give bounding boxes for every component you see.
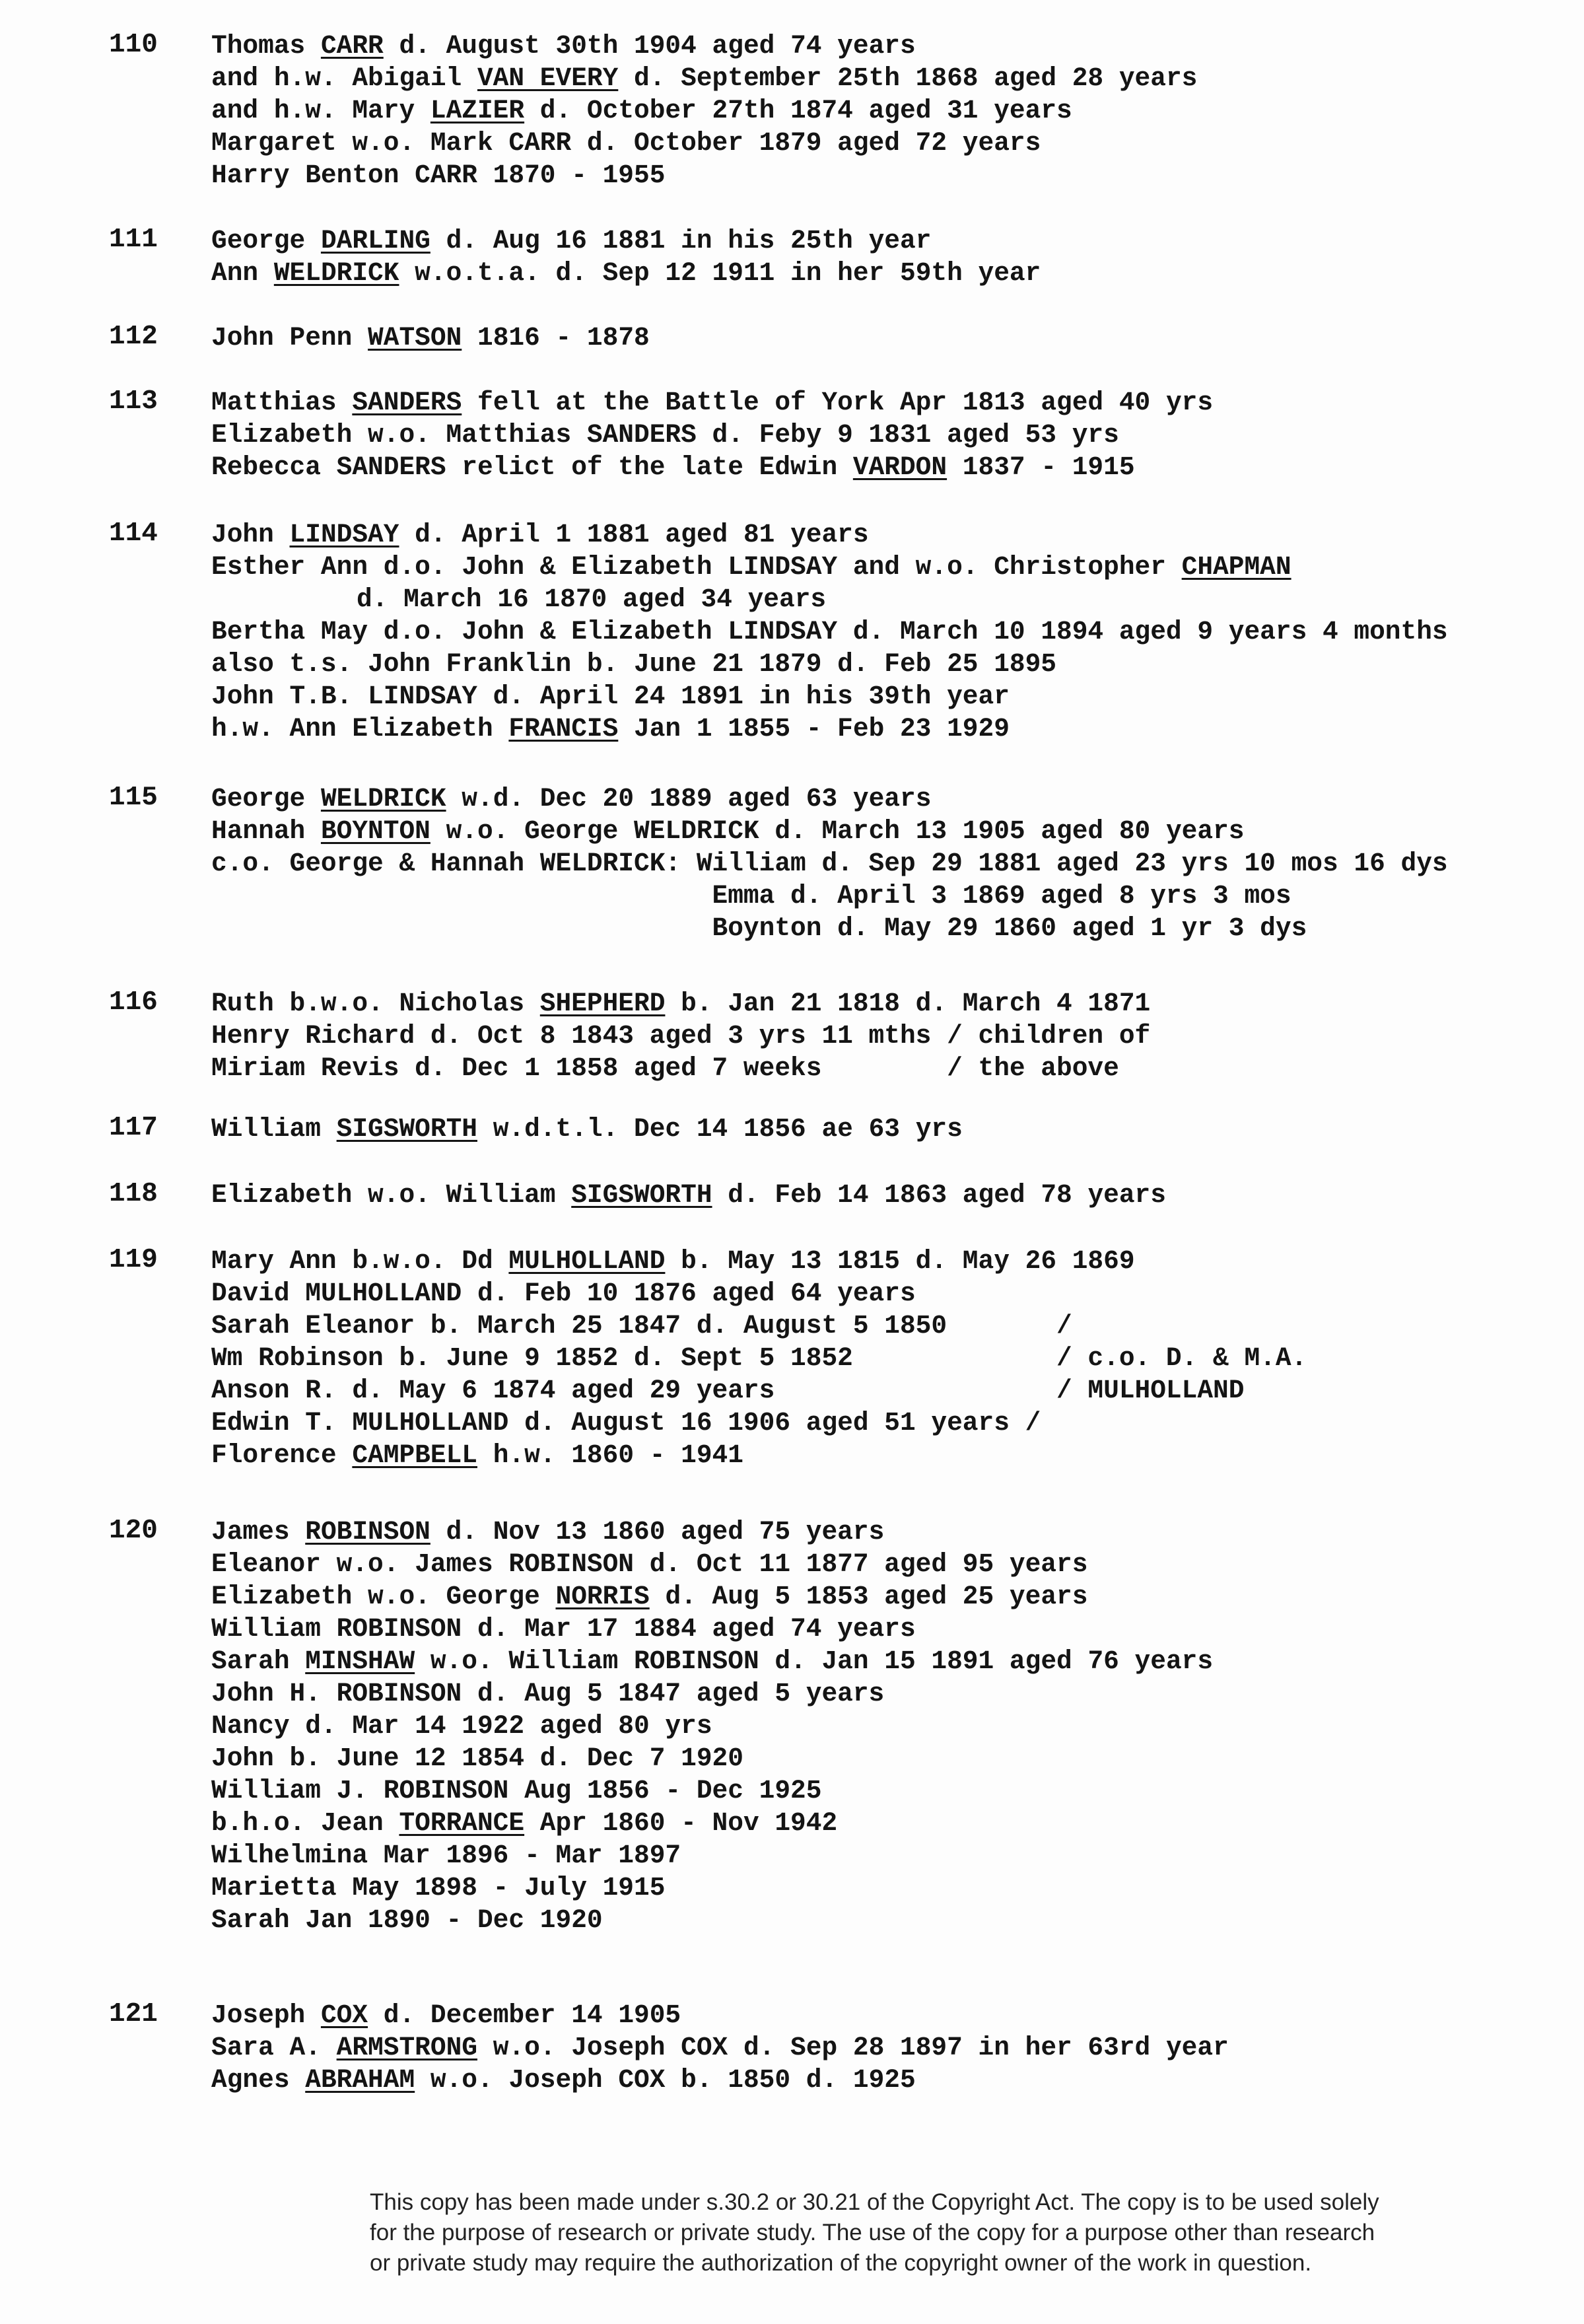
burial-line (211, 1374, 1307, 1407)
burial-line (211, 1179, 1166, 1211)
plot-number: 116 (109, 987, 158, 1018)
burial-line (211, 1407, 1307, 1439)
plot-number: 118 (109, 1179, 158, 1209)
line-text: c.o. George & Hannah WELDRICK: William d. Sep 29 1881 aged 23 yrs 10 mos 16 dys (211, 849, 1448, 878)
line-text: John Penn (211, 323, 368, 353)
line-text: w.o.t.a. d. Sep 12 1911 in her 59th year (399, 258, 1041, 288)
plot-number: 115 (109, 783, 158, 813)
burial-line (211, 551, 1448, 583)
line-text: Wilhelmina Mar 1896 - Mar 1897 (211, 1841, 681, 1870)
line-text: d. Nov 13 1860 aged 75 years (430, 1517, 885, 1547)
surname-underlined: VAN EVERY (477, 63, 619, 93)
surname-underlined: LINDSAY (289, 520, 399, 549)
line-text: Emma d. April 3 1869 aged 8 yrs 3 mos (211, 881, 1291, 911)
burial-line (211, 1310, 1307, 1342)
surname-underlined: VARDON (852, 452, 947, 482)
copyright-line: This copy has been made under s.30.2 or 30.21 of the Copyright Act. The copy is to be used solely (370, 2189, 1379, 2215)
line-text: Ann (211, 258, 274, 288)
plot-number: 111 (109, 225, 158, 255)
surname-underlined: NORRIS (555, 1582, 650, 1611)
burial-line (211, 94, 1197, 127)
burial-line (211, 1245, 1307, 1277)
burial-line (211, 127, 1197, 159)
burial-lines (211, 225, 1041, 289)
burial-line (211, 1613, 1213, 1645)
surname-underlined: DARLING (320, 226, 430, 256)
burial-line (211, 815, 1448, 847)
line-text: b. Jan 21 1818 d. March 4 1871 (665, 989, 1151, 1018)
surname-underlined: TORRANCE (399, 1808, 525, 1838)
burial-line (211, 1775, 1213, 1807)
burial-line (211, 30, 1197, 62)
line-text: w.d. Dec 20 1889 aged 63 years (446, 784, 932, 814)
line-text: w.o. Joseph COX b. 1850 d. 1925 (415, 2065, 916, 2095)
burial-line (211, 987, 1150, 1020)
burial-line (211, 419, 1213, 451)
line-text: d. Aug 5 1853 aged 25 years (649, 1582, 1088, 1611)
burial-lines (211, 322, 650, 354)
surname-underlined: WELDRICK (273, 258, 399, 288)
burial-line (211, 322, 650, 354)
burial-lines (211, 30, 1197, 192)
line-text: d. March 16 1870 aged 34 years (357, 584, 827, 614)
line-text: Hannah (211, 816, 321, 846)
burial-line (211, 1052, 1150, 1084)
line-text: David MULHOLLAND d. Feb 10 1876 aged 64 years (211, 1279, 916, 1308)
burial-line (211, 62, 1197, 94)
line-text: George (211, 226, 321, 256)
line-text: Agnes (211, 2065, 306, 2095)
line-text: Wm Robinson b. June 9 1852 d. Sept 5 1852 / c.o. D. & M.A. (211, 1343, 1307, 1373)
line-text: d. Feb 14 1863 aged 78 years (712, 1180, 1166, 1210)
line-text: h.w. 1860 - 1941 (477, 1440, 743, 1470)
burial-line (211, 1904, 1213, 1936)
line-text: d. September 25th 1868 aged 28 years (618, 63, 1198, 93)
burial-lines (211, 1179, 1166, 1211)
line-text: d. August 30th 1904 aged 74 years (383, 31, 916, 61)
line-text: Nancy d. Mar 14 1922 aged 80 yrs (211, 1711, 712, 1741)
surname-underlined: ABRAHAM (305, 2065, 415, 2095)
burial-line (211, 1677, 1213, 1710)
surname-underlined: MULHOLLAND (508, 1246, 666, 1276)
line-text: Elizabeth w.o. George (211, 1582, 556, 1611)
burial-line (211, 451, 1213, 483)
burial-line (211, 1439, 1307, 1471)
line-text: w.o. George WELDRICK d. March 13 1905 aged 80 years (430, 816, 1245, 846)
plot-number: 117 (109, 1113, 158, 1143)
burial-line (211, 225, 1041, 257)
line-text: Matthias (211, 388, 353, 417)
plot-number: 110 (109, 30, 158, 60)
burial-line (211, 1020, 1150, 1052)
line-text: John T.B. LINDSAY d. April 24 1891 in his 39th year (211, 682, 1010, 711)
burial-line (211, 1548, 1213, 1580)
line-text: b.h.o. Jean (211, 1808, 399, 1838)
line-text: John (211, 520, 290, 549)
burial-lines (211, 386, 1213, 483)
line-text: Ruth b.w.o. Nicholas (211, 989, 540, 1018)
burial-line (211, 616, 1448, 648)
burial-line (211, 1742, 1213, 1775)
line-text: Marietta May 1898 - July 1915 (211, 1873, 666, 1903)
surname-underlined: SIGSWORTH (336, 1114, 477, 1144)
burial-line (211, 1807, 1213, 1839)
line-text: h.w. Ann Elizabeth (211, 714, 509, 744)
line-text: and h.w. Abigail (211, 63, 477, 93)
line-text: Boynton d. May 29 1860 aged 1 yr 3 dys (211, 913, 1307, 943)
plot-number: 120 (109, 1516, 158, 1546)
line-text: James (211, 1517, 306, 1547)
burial-lines (211, 987, 1150, 1084)
surname-underlined: SHEPHERD (539, 989, 666, 1018)
line-text: fell at the Battle of York Apr 1813 aged 40 yrs (462, 388, 1214, 417)
burial-line (211, 2031, 1229, 2064)
line-text: w.d.t.l. Dec 14 1856 ae 63 yrs (477, 1114, 963, 1144)
burial-line (211, 1580, 1213, 1613)
line-text: also t.s. John Franklin b. June 21 1879 d. Feb 25 1895 (211, 649, 1057, 679)
line-text: d. October 27th 1874 aged 31 years (524, 96, 1072, 125)
line-text: Esther Ann d.o. John & Elizabeth LINDSAY and w.o. Christopher (211, 552, 1182, 582)
line-text: Elizabeth w.o. Matthias SANDERS d. Feby 9 1831 aged 53 yrs (211, 420, 1119, 450)
line-text: d. Aug 16 1881 in his 25th year (430, 226, 932, 256)
line-text: John b. June 12 1854 d. Dec 7 1920 (211, 1743, 743, 1773)
line-text: Sarah Eleanor b. March 25 1847 d. August 5 1850 / (211, 1311, 1072, 1341)
line-text: Apr 1860 - Nov 1942 (524, 1808, 838, 1838)
surname-underlined: BOYNTON (320, 816, 430, 846)
burial-line (211, 1872, 1213, 1904)
surname-underlined: CAMPBELL (352, 1440, 477, 1470)
burial-line (211, 680, 1448, 713)
line-text: Eleanor w.o. James ROBINSON d. Oct 11 1877 aged 95 years (211, 1549, 1088, 1579)
line-text: Henry Richard d. Oct 8 1843 aged 3 yrs 11 mths / children of (211, 1021, 1151, 1051)
burial-line (211, 1839, 1213, 1872)
line-text: Thomas (211, 31, 321, 61)
line-text: d. April 1 1881 aged 81 years (399, 520, 869, 549)
burial-line (211, 518, 1448, 551)
surname-underlined: WELDRICK (320, 784, 446, 814)
burial-lines (211, 1999, 1229, 2096)
surname-underlined: ARMSTRONG (336, 2033, 477, 2062)
line-text: 1816 - 1878 (462, 323, 650, 353)
copyright-line: for the purpose of research or private study. The use of the copy for a purpose other than research (370, 2220, 1375, 2245)
burial-line (211, 880, 1448, 912)
burial-line (211, 257, 1041, 289)
burial-line (211, 1999, 1229, 2031)
line-text: Joseph (211, 2000, 321, 2030)
surname-underlined: LAZIER (430, 96, 525, 125)
burial-line (211, 1342, 1307, 1374)
surname-underlined: CHAPMAN (1181, 552, 1291, 582)
line-text: Florence (211, 1440, 353, 1470)
surname-underlined: CARR (320, 31, 384, 61)
surname-underlined: FRANCIS (508, 714, 619, 744)
line-text: John H. ROBINSON d. Aug 5 1847 aged 5 years (211, 1679, 885, 1708)
burial-line (211, 1645, 1213, 1677)
surname-underlined: ROBINSON (305, 1517, 430, 1547)
burial-line (211, 2064, 1229, 2096)
copyright-notice (370, 2187, 1571, 2278)
burial-lines (211, 783, 1448, 944)
burial-line (211, 159, 1197, 192)
burial-line (211, 1710, 1213, 1742)
line-text: Sarah Jan 1890 - Dec 1920 (211, 1905, 603, 1935)
plot-number: 112 (109, 322, 158, 352)
surname-underlined: COX (320, 2000, 368, 2030)
copyright-line: or private study may require the authorization of the copyright owner of the work in question. (370, 2250, 1312, 2276)
burial-line (211, 1113, 963, 1145)
surname-underlined: SIGSWORTH (571, 1180, 712, 1210)
plot-number: 121 (109, 1999, 158, 2029)
line-text: b. May 13 1815 d. May 26 1869 (665, 1246, 1135, 1276)
plot-number: 119 (109, 1245, 158, 1275)
line-text: William (211, 1114, 337, 1144)
surname-underlined: SANDERS (352, 388, 462, 417)
line-text: w.o. William ROBINSON d. Jan 15 1891 aged 76 years (415, 1646, 1214, 1676)
line-text: William J. ROBINSON Aug 1856 - Dec 1925 (211, 1776, 822, 1806)
line-text: Sarah (211, 1646, 306, 1676)
burial-line (211, 648, 1448, 680)
line-text: Bertha May d.o. John & Elizabeth LINDSAY d. March 10 1894 aged 9 years 4 months (211, 617, 1448, 647)
line-text: George (211, 784, 321, 814)
line-text: w.o. Joseph COX d. Sep 28 1897 in her 63rd year (477, 2033, 1229, 2062)
line-text: Elizabeth w.o. William (211, 1180, 572, 1210)
burial-line (211, 713, 1448, 745)
line-text: Miriam Revis d. Dec 1 1858 aged 7 weeks / the above (211, 1053, 1119, 1083)
line-text: Jan 1 1855 - Feb 23 1929 (618, 714, 1010, 744)
burial-line (211, 847, 1448, 880)
burial-line (211, 1516, 1213, 1548)
plot-number: 114 (109, 518, 158, 549)
line-text: Anson R. d. May 6 1874 aged 29 years / MULHOLLAND (211, 1376, 1245, 1405)
surname-underlined: MINSHAW (305, 1646, 415, 1676)
burial-lines (211, 1245, 1307, 1471)
burial-line (211, 583, 1448, 616)
line-text: Harry Benton CARR 1870 - 1955 (211, 160, 666, 190)
line-text: Rebecca SANDERS relict of the late Edwin (211, 452, 853, 482)
burial-lines (211, 1516, 1213, 1936)
burial-line (211, 386, 1213, 419)
line-text: and h.w. Mary (211, 96, 430, 125)
burial-line (211, 1277, 1307, 1310)
burial-lines (211, 518, 1448, 745)
line-text: Edwin T. MULHOLLAND d. August 16 1906 aged 51 years / (211, 1408, 1041, 1438)
line-text: Sara A. (211, 2033, 337, 2062)
burial-line (211, 912, 1448, 944)
line-text: William ROBINSON d. Mar 17 1884 aged 74 years (211, 1614, 916, 1644)
plot-number: 113 (109, 386, 158, 417)
burial-line (211, 783, 1448, 815)
line-text: d. December 14 1905 (368, 2000, 681, 2030)
surname-underlined: WATSON (368, 323, 462, 353)
burial-lines (211, 1113, 963, 1145)
line-text: 1837 - 1915 (947, 452, 1135, 482)
line-text: Margaret w.o. Mark CARR d. October 1879 aged 72 years (211, 128, 1041, 158)
line-text: Mary Ann b.w.o. Dd (211, 1246, 509, 1276)
